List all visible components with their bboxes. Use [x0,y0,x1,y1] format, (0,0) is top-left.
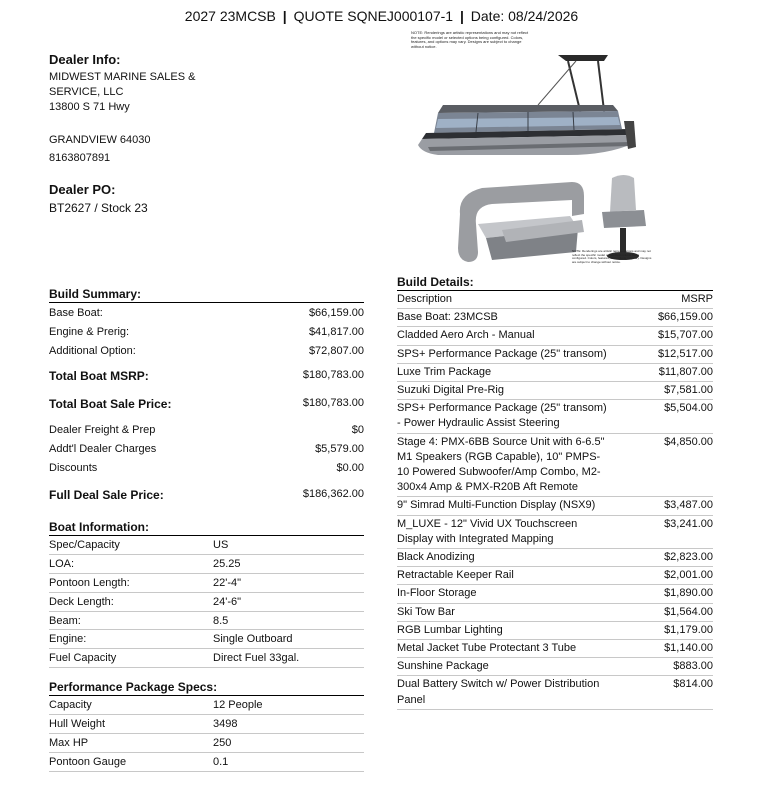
col-description: Description [397,291,613,309]
total-sale-value: $180,783.00 [302,397,364,409]
build-item-row [397,382,713,400]
dealer-name: MIDWEST MARINE SALES & [49,71,196,83]
build-item-price: $66,159.00 [613,309,713,327]
dealer-info [49,52,299,215]
build-item-desc: Suzuki Digital Pre-Rig [397,382,613,400]
summary-row [49,303,364,322]
build-item-row [397,603,713,621]
header-separator: | [282,8,287,24]
header-separator: | [459,8,464,24]
build-item-desc: Luxe Trim Package [397,363,613,381]
build-item-row [397,309,713,327]
summary-row [49,341,364,360]
build-item-desc: RGB Lumbar Lighting [397,621,613,639]
perf-specs-table [49,696,364,772]
build-item-row [397,658,713,676]
perf-spec-value: 12 People [213,696,364,715]
build-details [397,275,713,710]
perf-spec-row [49,696,364,715]
build-item-price: $883.00 [613,658,713,676]
boat-info-value: 24'-6" [213,592,364,611]
quote-header [0,8,763,24]
charge-row [49,420,364,439]
boat-info-value: 25.25 [213,555,364,574]
total-sale-label: Total Boat Sale Price: [49,397,172,411]
build-item-desc: Retractable Keeper Rail [397,567,613,585]
build-item-desc: Cladded Aero Arch - Manual [397,327,613,345]
full-deal-label: Full Deal Sale Price: [49,488,164,502]
summary-label: Base Boat: [49,306,103,319]
dealer-name-cont: SERVICE, LLC [49,86,124,98]
build-item-price: $15,707.00 [613,327,713,345]
boat-info-row [49,555,364,574]
perf-specs-title: Performance Package Specs: [49,680,364,696]
build-item-desc: In-Floor Storage [397,585,613,603]
pontoon-boat-illustration [408,29,638,169]
build-item-price: $3,241.00 [613,515,713,548]
seating-rendering [452,170,658,275]
summary-value: $66,159.00 [308,306,364,319]
build-item-price: $1,564.00 [613,603,713,621]
boat-info-value: US [213,536,364,555]
charge-label: Addt'l Dealer Charges [49,442,157,455]
build-item-desc: Ski Tow Bar [397,603,613,621]
build-details-header-row [397,291,713,309]
render-disclaimer-small: NOTE: Renderings are artistic representations and may not reflect the specific model or selected options being configured. Colors, features, and options may vary. Designs are subject to change without notice. [572,249,652,264]
boat-info-value: 8.5 [213,611,364,630]
build-item-row [397,345,713,363]
build-item-price: $3,487.00 [613,497,713,515]
summary-row [49,322,364,341]
boat-info-value: 22'-4" [213,574,364,593]
build-item-price: $7,581.00 [613,382,713,400]
charge-label: Dealer Freight & Prep [49,423,156,436]
full-deal-value: $186,362.00 [302,488,364,500]
boat-info-label: Pontoon Length: [49,574,213,593]
boat-info-label: Deck Length: [49,592,213,611]
build-item-price: $5,504.00 [613,400,713,433]
charge-value: $5,579.00 [315,442,364,455]
build-item-row [397,549,713,567]
boat-info-title: Boat Information: [49,520,364,536]
perf-spec-row [49,752,364,771]
boat-info-row [49,536,364,555]
build-item-price: $12,517.00 [613,345,713,363]
charge-value: $0.00 [336,461,364,474]
boat-info-row [49,630,364,649]
boat-info-label: Fuel Capacity [49,649,213,668]
build-item-row [397,567,713,585]
build-item-price: $814.00 [613,676,713,709]
charge-value: $0 [351,423,364,436]
build-item-row [397,400,713,433]
build-item-row [397,515,713,548]
build-details-table [397,291,713,710]
quote-date: Date: 08/24/2026 [470,8,579,24]
boat-info-row [49,592,364,611]
dealer-info-title: Dealer Info: [49,52,121,67]
build-item-row [397,585,713,603]
full-deal-row [49,485,364,511]
performance-specs [49,680,364,772]
render-disclaimer: NOTE: Renderings are artistic representations and may not reflect the specific model or selected options being configured. Colors, features, and options may vary. Designs are subject to change without notice. [411,30,529,49]
perf-spec-value: 250 [213,734,364,753]
charge-row [49,439,364,458]
dealer-po-title: Dealer PO: [49,182,116,197]
total-msrp-value: $180,783.00 [302,369,364,381]
build-item-row [397,433,713,497]
quote-number: QUOTE SQNEJ000107-1 [293,8,454,24]
dealer-phone: 8163807891 [49,152,111,164]
build-item-desc: Black Anodizing [397,549,613,567]
build-details-title: Build Details: [397,275,713,291]
summary-label: Engine & Prerig: [49,325,130,338]
build-summary-title: Build Summary: [49,287,364,303]
build-item-desc: Sunshine Package [397,658,613,676]
build-item-row [397,327,713,345]
perf-spec-value: 3498 [213,715,364,734]
build-item-desc: Stage 4: PMX-6BB Source Unit with 6-6.5" M1 Speakers (RGB Capable), 10" PMPS-10 Powered Subwoofer/Amp Combo, M2-300x4 Amp & PMX-R20B Aft Remote [397,433,613,497]
perf-spec-value: 0.1 [213,752,364,771]
build-item-price: $1,179.00 [613,621,713,639]
total-msrp-row [49,366,364,392]
boat-info-table [49,536,364,668]
build-item-desc: Base Boat: 23MCSB [397,309,613,327]
perf-spec-row [49,715,364,734]
build-item-row [397,621,713,639]
summary-value: $41,817.00 [308,325,364,338]
summary-label: Additional Option: [49,344,136,357]
build-item-price: $1,140.00 [613,640,713,658]
boat-info-label: Beam: [49,611,213,630]
dealer-address: 13800 S 71 Hwy [49,101,130,113]
boat-information [49,520,364,668]
charge-row [49,458,364,477]
dealer-city: GRANDVIEW 64030 [49,134,151,146]
perf-spec-label: Pontoon Gauge [49,752,213,771]
boat-info-value: Single Outboard [213,630,364,649]
perf-spec-label: Capacity [49,696,213,715]
perf-spec-row [49,734,364,753]
build-item-row [397,640,713,658]
perf-spec-label: Hull Weight [49,715,213,734]
build-item-desc: M_LUXE - 12" Vivid UX Touchscreen Display with Integrated Mapping [397,515,613,548]
boat-info-row [49,649,364,668]
boat-rendering [408,29,638,169]
col-msrp: MSRP [613,291,713,309]
build-item-price: $4,850.00 [613,433,713,497]
charge-label: Discounts [49,461,98,474]
model-name: 2027 23MCSB [184,8,276,24]
build-item-price: $1,890.00 [613,585,713,603]
boat-info-row [49,574,364,593]
build-item-desc: SPS+ Performance Package (25" transom) - Power Hydraulic Assist Steering [397,400,613,433]
summary-value: $72,807.00 [308,344,364,357]
dealer-po-value: BT2627 / Stock 23 [49,201,148,215]
build-item-desc: Metal Jacket Tube Protectant 3 Tube [397,640,613,658]
build-summary [49,287,364,511]
boat-info-label: Spec/Capacity [49,536,213,555]
perf-spec-label: Max HP [49,734,213,753]
build-item-desc: 9" Simrad Multi-Function Display (NSX9) [397,497,613,515]
boat-info-row [49,611,364,630]
build-item-row [397,676,713,709]
total-msrp-label: Total Boat MSRP: [49,369,149,383]
build-item-row [397,497,713,515]
build-item-row [397,363,713,381]
build-item-desc: Dual Battery Switch w/ Power Distribution Panel [397,676,613,709]
boat-info-value: Direct Fuel 33gal. [213,649,364,668]
boat-info-label: Engine: [49,630,213,649]
build-item-desc: SPS+ Performance Package (25" transom) [397,345,613,363]
build-item-price: $2,001.00 [613,567,713,585]
build-item-price: $11,807.00 [613,363,713,381]
total-sale-row [49,394,364,420]
boat-info-label: LOA: [49,555,213,574]
build-item-price: $2,823.00 [613,549,713,567]
